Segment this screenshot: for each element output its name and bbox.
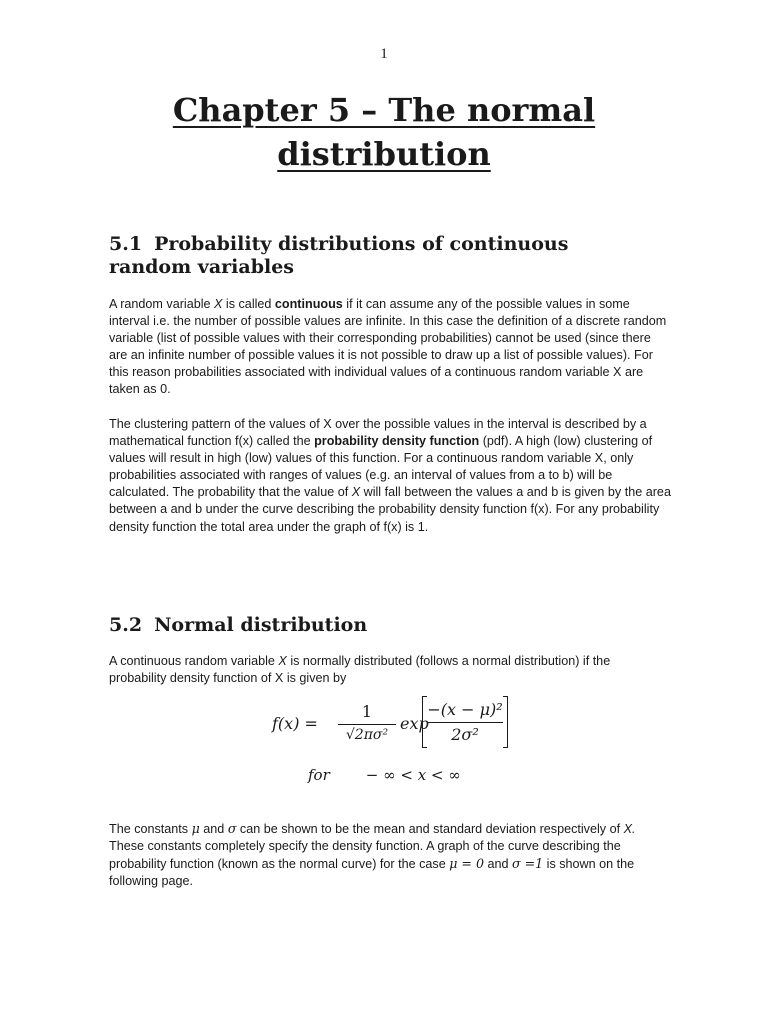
formula-bracket	[422, 696, 508, 748]
paragraph-constants: The constants μ and σ can be shown to be the mean and standard deviation respectively of X. These constants completely specify the density function. A graph of the curve describing the probability function (known as the normal curve) for the case μ = 0 and σ =1 is shown on the following page.	[109, 821, 636, 889]
chapter-title-line1: Chapter 5 – The normal	[172, 91, 596, 129]
page-number: 1	[380, 46, 388, 62]
paragraph-continuous: A random variable X is called continuous if it can assume any of the possible values in some interval i.e. the number of possible values are infinite. In this case the definition of a discrete random variable (list of possible values with their corresponding probabilities) cannot be used (since there are an infinite number of possible values it is not possible to draw up a list of possible values). For this reason probabilities associated with individual values of a continuous random variable X are taken as 0.	[109, 297, 667, 397]
section-number: 5.2	[109, 614, 143, 636]
formula-exp: exp	[400, 714, 429, 733]
term-pdf: probability density function	[314, 434, 480, 449]
section-title-line2: random variables	[109, 256, 294, 278]
chapter-title-line2: distribution	[277, 135, 491, 173]
section-title-line1: Probability distributions of continuous	[154, 233, 569, 255]
normal-pdf-formula	[272, 702, 532, 752]
formula-domain: for − ∞ < x < ∞	[308, 766, 461, 784]
section-title: Normal distribution	[154, 614, 368, 636]
section-heading-5-2	[109, 614, 669, 637]
paragraph-pdf: The clustering pattern of the values of X over the possible values in the interval is described by a mathematical function f(x) called the probability density function (pdf). A high (low) clustering of values will result in high (low) values of this function. For a continuous random variable X, only probabilities associated with ranges of values (e.g. an interval of values from a to b) will be calculated. The probability that the value of X will fall between the values a and b is given by the area between a and b under the curve describing the probability density function f(x). For any probability density function the total area under the graph of f(x) is 1.	[109, 417, 671, 534]
chapter-title	[0, 88, 768, 176]
formula-lhs: f(x) =	[272, 714, 318, 733]
formula-coefficient: 1 √2πσ²	[338, 702, 396, 743]
paragraph-normal-intro: A continuous random variable X is normally distributed (follows a normal distribution) if the probability density function of X is given by	[109, 654, 611, 686]
section-number: 5.1	[109, 233, 143, 255]
section-heading-5-1	[109, 233, 669, 279]
term-continuous: continuous	[274, 297, 343, 311]
formula-exponent-fraction: −(x − μ)² 2σ²	[427, 700, 503, 744]
